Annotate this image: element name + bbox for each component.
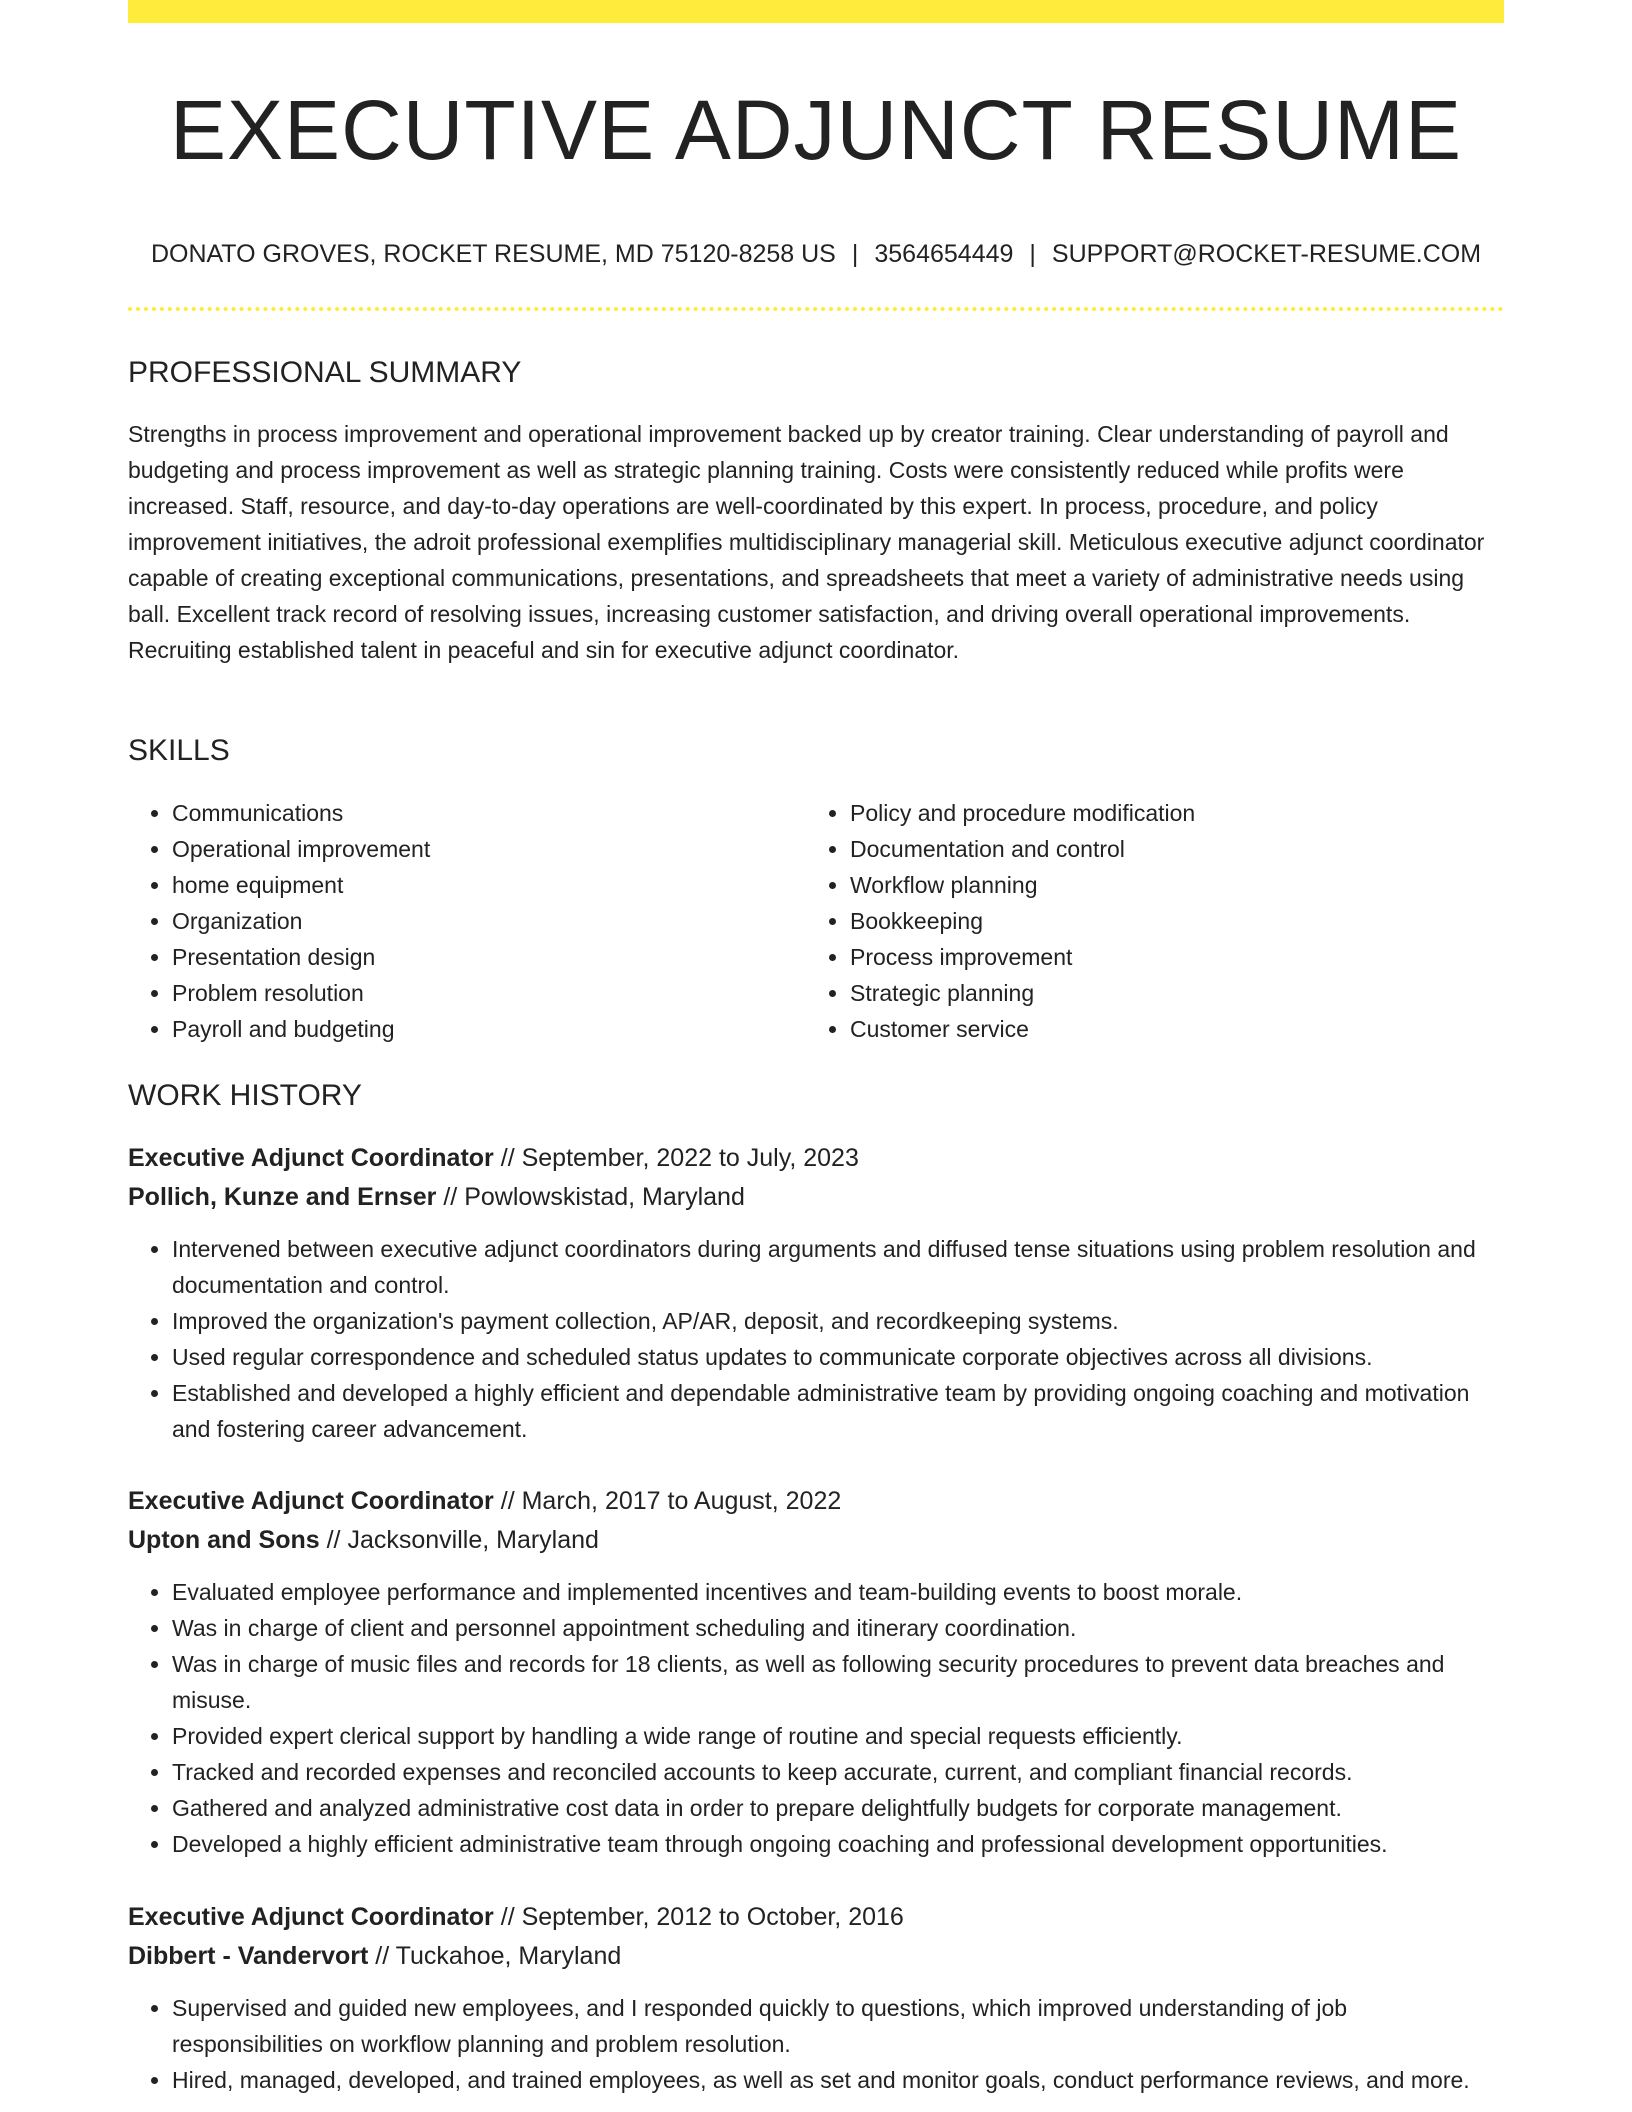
job-bullet: • Evaluated employee performance and implemented incentives and team-building events to boost morale. bbox=[172, 1574, 1504, 1610]
skill-item: • Payroll and budgeting bbox=[172, 1011, 430, 1047]
job-title: Executive Adjunct Coordinator bbox=[128, 1903, 494, 1931]
job-title-line bbox=[128, 1898, 1504, 1937]
skill-item: • Customer service bbox=[850, 1011, 1195, 1047]
skill-item: • Problem resolution bbox=[172, 975, 430, 1011]
job-bullet: • Developed a highly efficient administrative team through ongoing coaching and professional development opportunities. bbox=[172, 1826, 1504, 1862]
resume-title: EXECUTIVE ADJUNCT RESUME bbox=[170, 83, 1462, 177]
job-bullet: • Established and developed a highly efficient and dependable administrative team by providing ongoing coaching and motivation and fostering career advancement. bbox=[172, 1375, 1504, 1447]
job-entry bbox=[128, 1898, 1504, 2098]
dotted-divider bbox=[128, 307, 1504, 311]
job-separator: // bbox=[368, 1942, 396, 1970]
skill-item: • Strategic planning bbox=[850, 975, 1195, 1011]
job-entry bbox=[128, 1139, 1504, 1447]
job-location: Powlowskistad, Maryland bbox=[464, 1183, 745, 1211]
job-bullet: • Improved the organization's payment collection, AP/AR, deposit, and recordkeeping systems. bbox=[172, 1303, 1504, 1339]
contact-line bbox=[128, 236, 1504, 272]
summary-text: Strengths in process improvement and operational improvement backed up by creator training. Clear understanding of payroll and budgeting and process improvement as well as strategic planning training. Costs were consistently reduced while profits were increased. Staff, resource, and day-to-day operations are well-coordinated by this expert. In process, procedure, and policy improvement initiatives, the adroit professional exemplifies multidisciplinary managerial skill. Meticulous executive adjunct coordinator capable of creating exceptional communications, presentations, and spreadsheets that meet a variety of administrative needs using ball. Excellent track record of resolving issues, increasing customer satisfaction, and driving overall operational improvements. Recruiting established talent in peaceful and sin for executive adjunct coordinator. bbox=[128, 421, 1485, 663]
job-dates: September, 2022 to July, 2023 bbox=[521, 1144, 859, 1172]
job-separator: // bbox=[319, 1526, 348, 1554]
skill-item: • Workflow planning bbox=[850, 867, 1195, 903]
contact-address: DONATO GROVES, ROCKET RESUME, MD 75120-8258 US bbox=[150, 240, 836, 268]
job-separator: // bbox=[493, 1144, 522, 1172]
skill-item: • home equipment bbox=[172, 867, 430, 903]
job-title: Executive Adjunct Coordinator bbox=[128, 1144, 494, 1172]
job-dates: March, 2017 to August, 2022 bbox=[521, 1487, 842, 1515]
job-entry bbox=[128, 1482, 1504, 1862]
job-company: Dibbert - Vandervort bbox=[128, 1942, 369, 1970]
job-company-line bbox=[128, 1178, 1504, 1217]
job-company: Upton and Sons bbox=[128, 1526, 320, 1554]
job-bullet: • Supervised and guided new employees, and I responded quickly to questions, which improved understanding of job responsibilities on workflow planning and problem resolution. bbox=[172, 1990, 1504, 2062]
job-separator: // bbox=[436, 1183, 465, 1211]
job-dates: September, 2012 to October, 2016 bbox=[521, 1903, 904, 1931]
job-separator: // bbox=[493, 1903, 522, 1931]
job-location: Tuckahoe, Maryland bbox=[395, 1942, 622, 1970]
skill-item: • Documentation and control bbox=[850, 831, 1195, 867]
job-bullets bbox=[128, 1574, 1504, 1862]
job-bullet: • Was in charge of music files and records for 18 clients, as well as following security procedures to prevent data breaches and misuse. bbox=[172, 1646, 1504, 1718]
skill-item: • Communications bbox=[172, 795, 430, 831]
job-separator: // bbox=[493, 1487, 522, 1515]
job-title: Executive Adjunct Coordinator bbox=[128, 1487, 494, 1515]
job-bullet: • Was in charge of client and personnel appointment scheduling and itinerary coordination. bbox=[172, 1610, 1504, 1646]
skills-heading: SKILLS bbox=[128, 734, 230, 767]
job-bullet: • Provided expert clerical support by handling a wide range of routine and special requests efficiently. bbox=[172, 1718, 1504, 1754]
job-bullet: • Used regular correspondence and scheduled status updates to communicate corporate objectives across all divisions. bbox=[172, 1339, 1504, 1375]
job-company-line bbox=[128, 1521, 1504, 1560]
work-history-heading: WORK HISTORY bbox=[128, 1079, 362, 1112]
skills-list-right bbox=[806, 795, 1195, 1047]
job-company-line bbox=[128, 1937, 1504, 1976]
skill-item: • Bookkeeping bbox=[850, 903, 1195, 939]
summary-heading: PROFESSIONAL SUMMARY bbox=[128, 356, 522, 389]
accent-top-bar bbox=[128, 0, 1504, 23]
job-location: Jacksonville, Maryland bbox=[347, 1526, 599, 1554]
contact-email[interactable]: SUPPORT@ROCKET-RESUME.COM bbox=[1051, 240, 1482, 268]
job-bullet: • Tracked and recorded expenses and reconciled accounts to keep accurate, current, and compliant financial records. bbox=[172, 1754, 1504, 1790]
skill-item: • Policy and procedure modification bbox=[850, 795, 1195, 831]
contact-separator: | bbox=[1029, 240, 1036, 268]
skills-list-left bbox=[128, 795, 430, 1047]
job-title-line bbox=[128, 1139, 1504, 1178]
job-company: Pollich, Kunze and Ernser bbox=[128, 1183, 437, 1211]
skill-item: • Organization bbox=[172, 903, 430, 939]
job-bullets bbox=[128, 1231, 1504, 1447]
contact-phone[interactable]: 3564654449 bbox=[874, 240, 1014, 268]
skill-item: • Operational improvement bbox=[172, 831, 430, 867]
job-bullet: • Intervened between executive adjunct coordinators during arguments and diffused tense situations using problem resolution and documentation and control. bbox=[172, 1231, 1504, 1303]
skill-item: • Process improvement bbox=[850, 939, 1195, 975]
job-bullet: • Gathered and analyzed administrative cost data in order to prepare delightfully budgets for corporate management. bbox=[172, 1790, 1504, 1826]
job-bullets bbox=[128, 1990, 1504, 2098]
job-title-line bbox=[128, 1482, 1504, 1521]
job-bullet: • Hired, managed, developed, and trained employees, as well as set and monitor goals, conduct performance reviews, and more. bbox=[172, 2062, 1504, 2098]
contact-separator: | bbox=[851, 240, 859, 268]
skill-item: • Presentation design bbox=[172, 939, 430, 975]
